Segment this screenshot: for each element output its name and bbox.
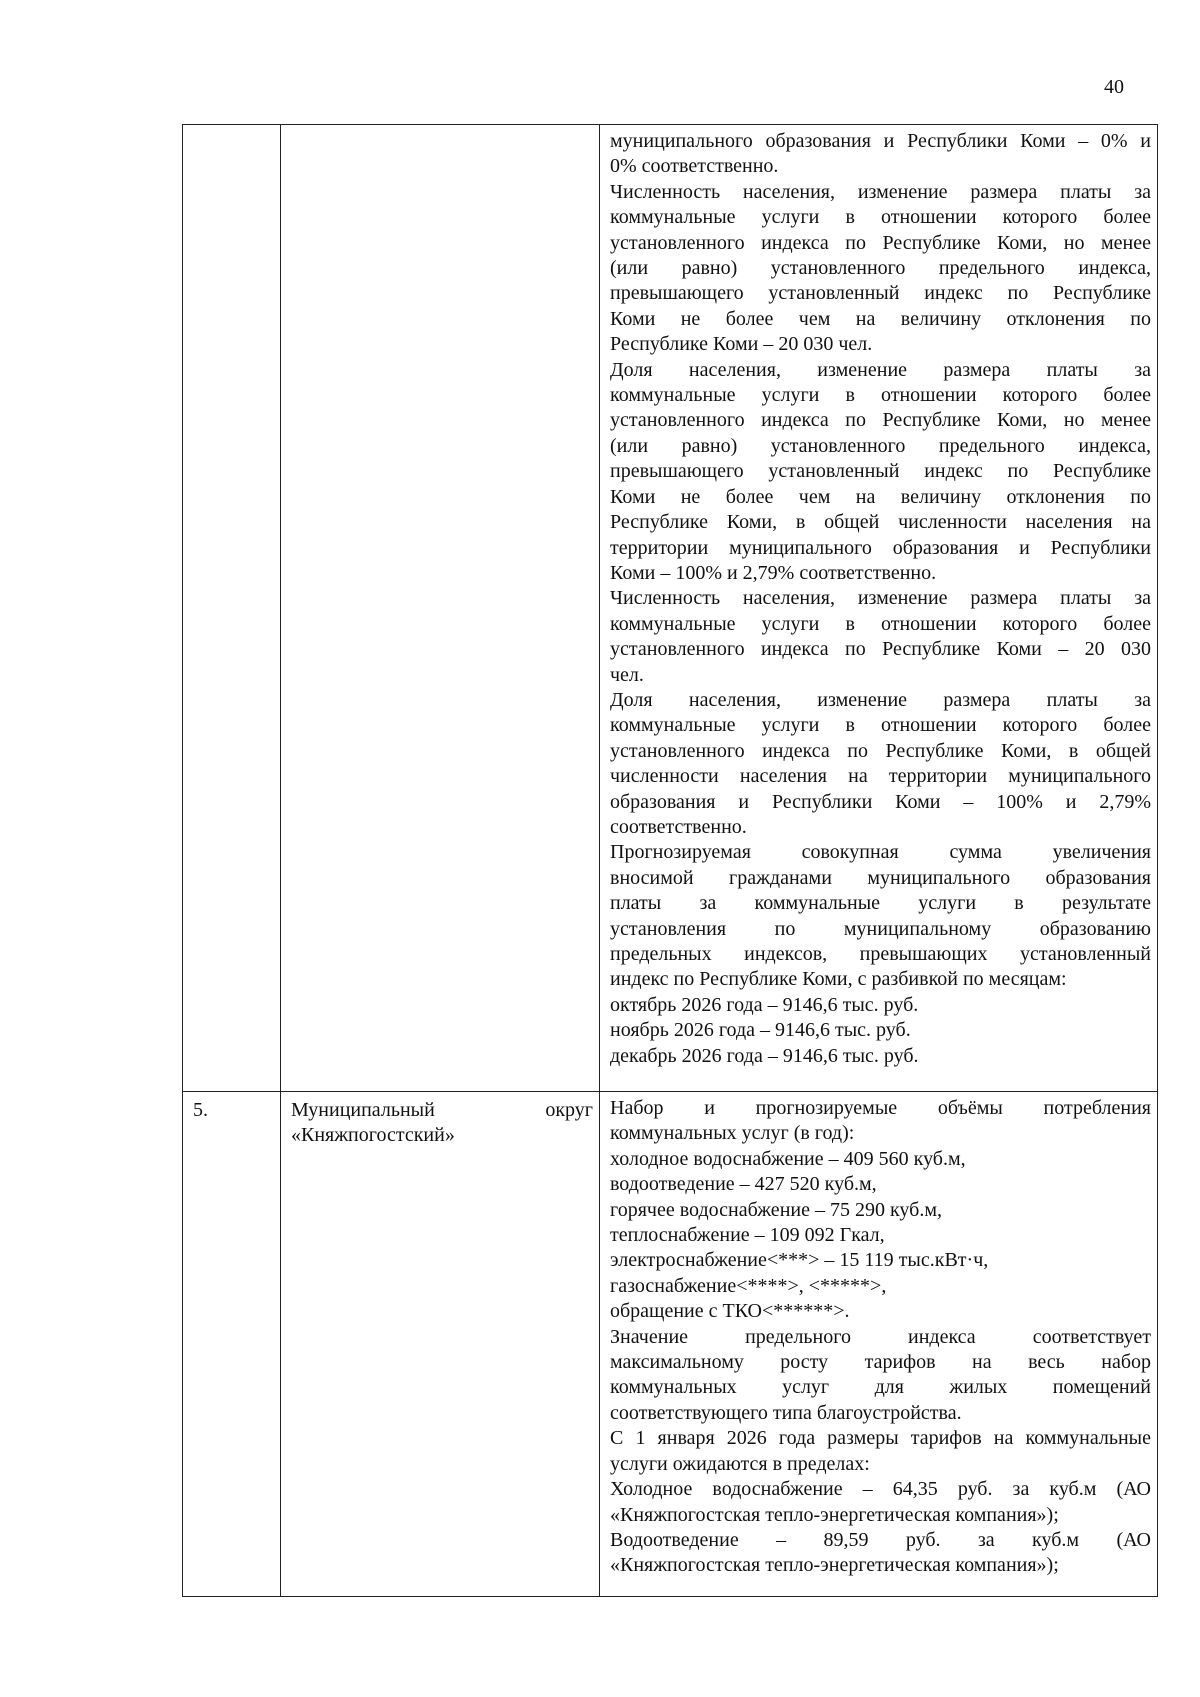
text-line: установленного индекса по Республике Коми, но менее (610, 409, 1151, 432)
text-line: индекс по Республике Коми, с разбивкой по месяцам: (610, 968, 1067, 991)
text-line: чел. (610, 663, 644, 686)
text-line: предельных индексов, превышающих установленный (610, 943, 1151, 965)
text-line: услуги ожидаются в пределах: (610, 1452, 870, 1475)
content-cell (600, 125, 1158, 1092)
text-line: теплоснабжение – 109 092 Гкал, (610, 1224, 885, 1247)
municipality-name (281, 125, 599, 137)
text-line: Республике Коми, в общей численности населения на (610, 511, 1151, 534)
text-line: «Княжпогостская тепло-энергетическая компания»); (610, 1554, 1059, 1577)
text-line: установленного индекса по Республике Коми – 20 030 (610, 638, 1151, 661)
text-line: Коми не более чем на величину отклонения по (610, 307, 1151, 330)
text-line: установленного индекса по Республике Коми, в общей (610, 739, 1151, 762)
row-number-cell (183, 1092, 281, 1597)
text-line: водоотведение – 427 520 куб.м, (610, 1173, 877, 1196)
text-line: коммунальные услуги в отношении которого более (610, 612, 1151, 635)
text-line: коммунальные услуги в отношении которого более (610, 206, 1151, 229)
text-line: горячее водоснабжение – 75 290 куб.м, (610, 1198, 942, 1221)
text-line: Республике Коми – 20 030 чел. (610, 333, 873, 356)
text-line: коммунальные услуги в отношении которого более (610, 384, 1151, 407)
text-line: Холодное водоснабжение – 64,35 руб. за куб.м (АО (610, 1478, 1151, 1501)
content-text (600, 125, 1157, 1073)
text-line: вносимой гражданами муниципального образования (610, 866, 1151, 889)
text-line: Коми – 100% и 2,79% соответственно. (610, 561, 937, 584)
text-line: территории муниципального образования и Республики (610, 536, 1151, 559)
text-line: обращение с ТКО<******>. (610, 1300, 850, 1323)
content-text (600, 1092, 1157, 1583)
text-line: октябрь 2026 года – 9146,6 тыс. руб. (610, 993, 919, 1016)
text-line: Доля населения, изменение размера платы за (610, 688, 1151, 711)
text-line: установления по муниципальному образованию (610, 917, 1151, 940)
text-line: муниципального образования и Республики Коми – 0% и (610, 130, 1151, 152)
text-line: ноябрь 2026 года – 9146,6 тыс. руб. (610, 1019, 911, 1042)
municipality-cell (281, 125, 600, 1092)
text-line: «Княжпогостский» (291, 1124, 455, 1147)
row-number: 5. (193, 1099, 208, 1121)
text-line: газоснабжение<****>, <*****>, (610, 1274, 887, 1297)
table-row (183, 125, 1158, 1092)
text-line: декабрь 2026 года – 9146,6 тыс. руб. (610, 1044, 919, 1067)
text-line: Муниципальный округ (291, 1099, 593, 1121)
text-line: Набор и прогнозируемые объёмы потребления (610, 1097, 1151, 1119)
text-line: образования и Республики Коми – 100% и 2,79% (610, 790, 1151, 813)
text-line: Численность населения, изменение размера платы за (610, 587, 1151, 610)
text-line: максимальному росту тарифов на весь набор (610, 1351, 1151, 1374)
text-line: 0% соответственно. (610, 155, 779, 178)
text-line: коммунальные услуги в отношении которого более (610, 714, 1151, 737)
page-number: 40 (1104, 76, 1124, 98)
text-line: коммунальных услуг для жилых помещений (610, 1376, 1151, 1399)
text-line: С 1 января 2026 года размеры тарифов на коммунальные (610, 1427, 1151, 1450)
text-line: (или равно) установленного предельного индекса, (610, 434, 1151, 457)
text-line: установленного индекса по Республике Коми, но менее (610, 231, 1151, 254)
row-number (183, 125, 280, 137)
document-table (182, 124, 1158, 1597)
text-line: превышающего установленный индекс по Республике (610, 282, 1151, 305)
text-line: Водоотведение – 89,59 руб. за куб.м (АО (610, 1528, 1151, 1551)
text-line: электроснабжение<***> – 15 119 тыс.кВт·ч, (610, 1249, 989, 1272)
row-number-cell (183, 125, 281, 1092)
municipality-cell (281, 1092, 600, 1597)
text-line: Значение предельного индекса соответствует (610, 1325, 1151, 1348)
text-line: соответствующего типа благоустройства. (610, 1401, 962, 1424)
content-cell (600, 1092, 1158, 1597)
text-line: коммунальных услуг (в год): (610, 1122, 855, 1145)
text-line: численности населения на территории муниципального (610, 765, 1151, 788)
text-line: Доля населения, изменение размера платы за (610, 358, 1151, 381)
text-line: (или равно) установленного предельного индекса, (610, 257, 1151, 280)
text-line: платы за коммунальные услуги в результате (610, 892, 1151, 915)
table-row (183, 1092, 1158, 1597)
text-line: холодное водоснабжение – 409 560 куб.м, (610, 1147, 966, 1170)
text-line: «Княжпогостская тепло-энергетическая компания»); (610, 1503, 1059, 1526)
text-line: Численность населения, изменение размера платы за (610, 180, 1151, 203)
text-line: Коми не более чем на величину отклонения по (610, 485, 1151, 508)
text-line: соответственно. (610, 815, 747, 838)
text-line: превышающего установленный индекс по Республике (610, 460, 1151, 483)
text-line: Прогнозируемая совокупная сумма увеличения (610, 841, 1151, 864)
municipality-name (281, 1092, 599, 1155)
